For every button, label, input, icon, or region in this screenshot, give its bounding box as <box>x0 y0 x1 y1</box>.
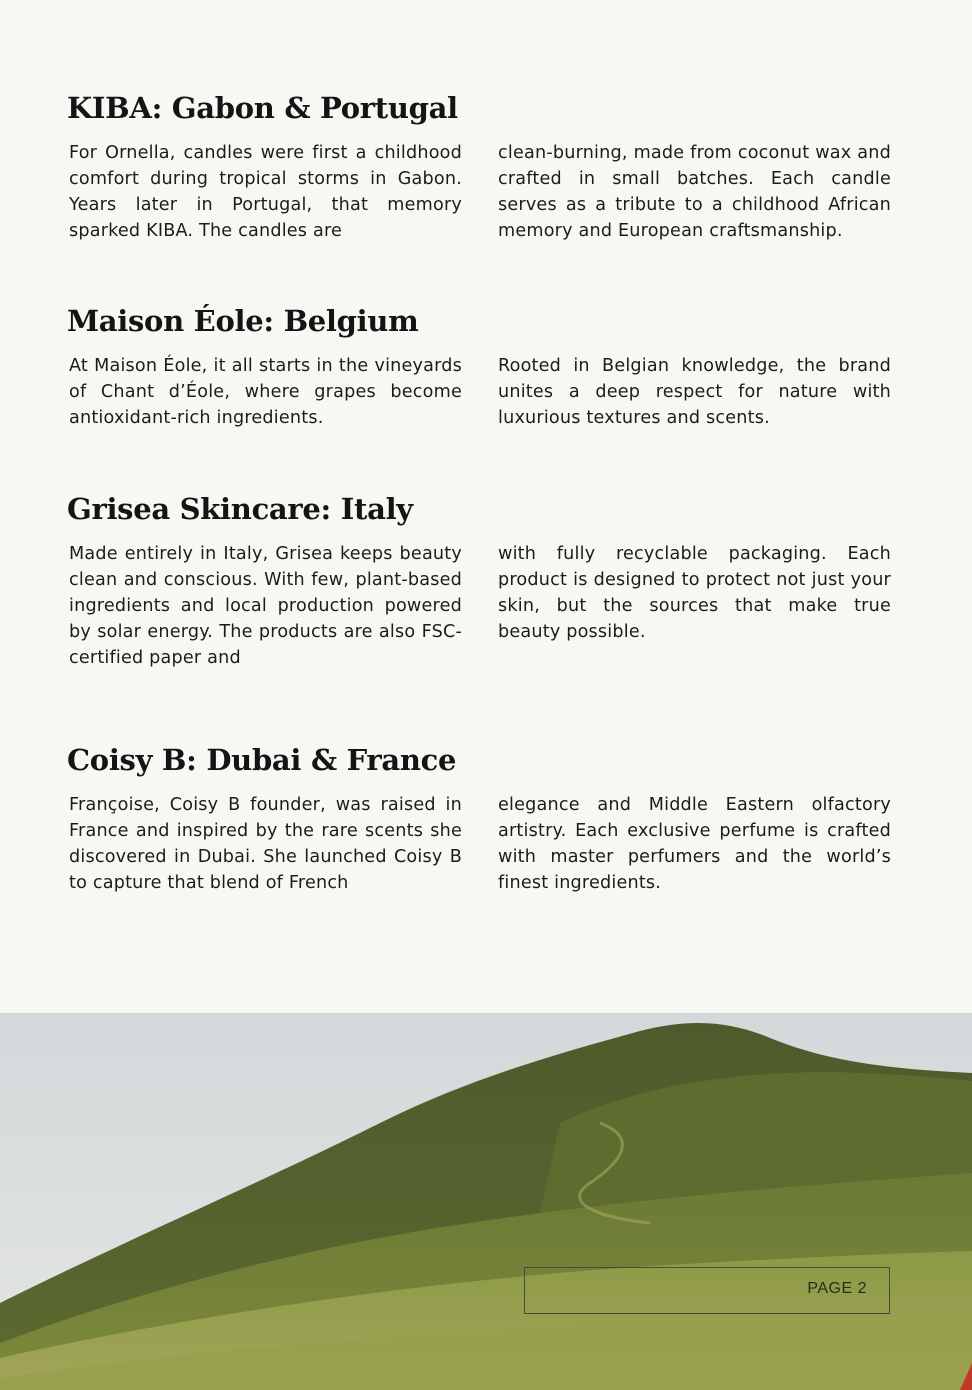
section-title: Maison Éole: Belgium <box>67 304 419 338</box>
section-title: Coisy B: Dubai & France <box>67 743 457 777</box>
section-text-left: Françoise, Coisy B founder, was raised in France and inspired by the rare scents she discovered in Dubai. She launched Coisy B to capture that blend of French <box>69 795 462 893</box>
section-title: Grisea Skincare: Italy <box>67 492 413 526</box>
section-coisy-b <box>67 742 891 893</box>
section-maison-eole <box>67 303 891 428</box>
page-number-box <box>524 1267 890 1314</box>
section-grisea <box>67 491 891 668</box>
page-number: PAGE 2 <box>807 1280 867 1297</box>
section-text-left: Made entirely in Italy, Grisea keeps beauty clean and conscious. With few, plant-based ingredients and local production powered by solar energy. The products are also FSC-certified paper and <box>69 544 462 668</box>
section-text-right: clean-burning, made from coconut wax and crafted in small batches. Each candle serves as a tribute to a childhood African memory and European craftsmanship. <box>498 143 891 241</box>
section-title: KIBA: Gabon & Portugal <box>67 91 458 125</box>
section-kiba <box>67 90 891 241</box>
landscape-photo <box>0 1013 972 1390</box>
section-text-right: with fully recyclable packaging. Each product is designed to protect not just your skin, but the sources that make true beauty possible. <box>498 544 891 642</box>
section-text-left: For Ornella, candles were first a childhood comfort during tropical storms in Gabon. Years later in Portugal, that memory sparked KIBA. The candles are <box>69 143 462 241</box>
section-text-right: Rooted in Belgian knowledge, the brand unites a deep respect for nature with luxurious textures and scents. <box>498 356 891 428</box>
section-text-left: At Maison Éole, it all starts in the vineyards of Chant d’Éole, where grapes become antioxidant-rich ingredients. <box>69 356 462 428</box>
section-text-right: elegance and Middle Eastern olfactory artistry. Each exclusive perfume is crafted with master perfumers and the world’s finest ingredients. <box>498 795 891 893</box>
